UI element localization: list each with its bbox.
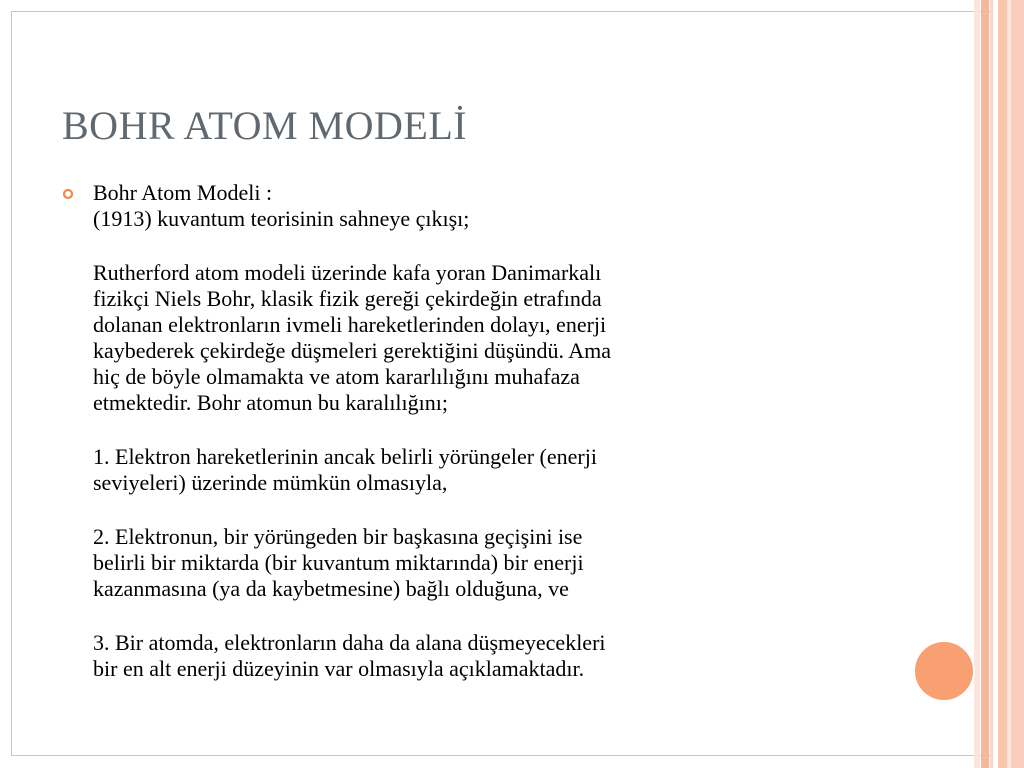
decorative-stripe (1011, 0, 1024, 768)
point-line: 2. Elektronun, bir yörüngeden bir başkasına geçişini ise (93, 524, 583, 549)
point-line: bir en alt enerji düzeyinin var olmasıyla açıklamaktadır. (93, 656, 585, 681)
slide-title: BOHR ATOM MODELİ (62, 103, 468, 148)
paragraph-line: Rutherford atom modeli üzerinde kafa yoran Danimarkalı (93, 260, 602, 285)
decorative-stripe (981, 0, 989, 768)
accent-circle-icon (913, 640, 975, 702)
slide-content (62, 180, 892, 682)
point-line: belirli bir miktarda (bir kuvantum miktarında) bir enerji (93, 550, 584, 575)
decorative-stripe (998, 0, 1007, 768)
paragraph-line: etmektedir. Bohr atomun bu karalılığını; (93, 390, 448, 415)
decorative-stripe (974, 0, 980, 768)
point-line: 1. Elektron hareketlerinin ancak belirli yörüngeler (enerji (93, 444, 597, 469)
point-line: kazanmasına (ya da kaybetmesine) bağlı olduğuna, ve (93, 576, 569, 601)
ring-bullet-icon (62, 188, 74, 200)
paragraph-line: fizikçi Niels Bohr, klasik fizik gereği çekirdeğin etrafında (93, 286, 602, 311)
point-line: seviyeleri) üzerinde mümkün olmasıyla, (93, 470, 448, 495)
bullet-item (62, 180, 892, 682)
paragraph-line: hiç de böyle olmamakta ve atom kararlılığını muhafaza (93, 364, 580, 389)
paragraph-line: dolanan elektronların ivmeli hareketlerinden dolayı, enerji (93, 312, 607, 337)
heading-line: Bohr Atom Modeli : (93, 180, 273, 205)
heading-line: (1913) kuvantum teorisinin sahneye çıkışı; (93, 206, 470, 231)
point-line: 3. Bir atomda, elektronların daha da alana düşmeyecekleri (93, 630, 606, 655)
paragraph-line: kaybederek çekirdeğe düşmeleri gerektiğini düşündü. Ama (93, 338, 612, 363)
